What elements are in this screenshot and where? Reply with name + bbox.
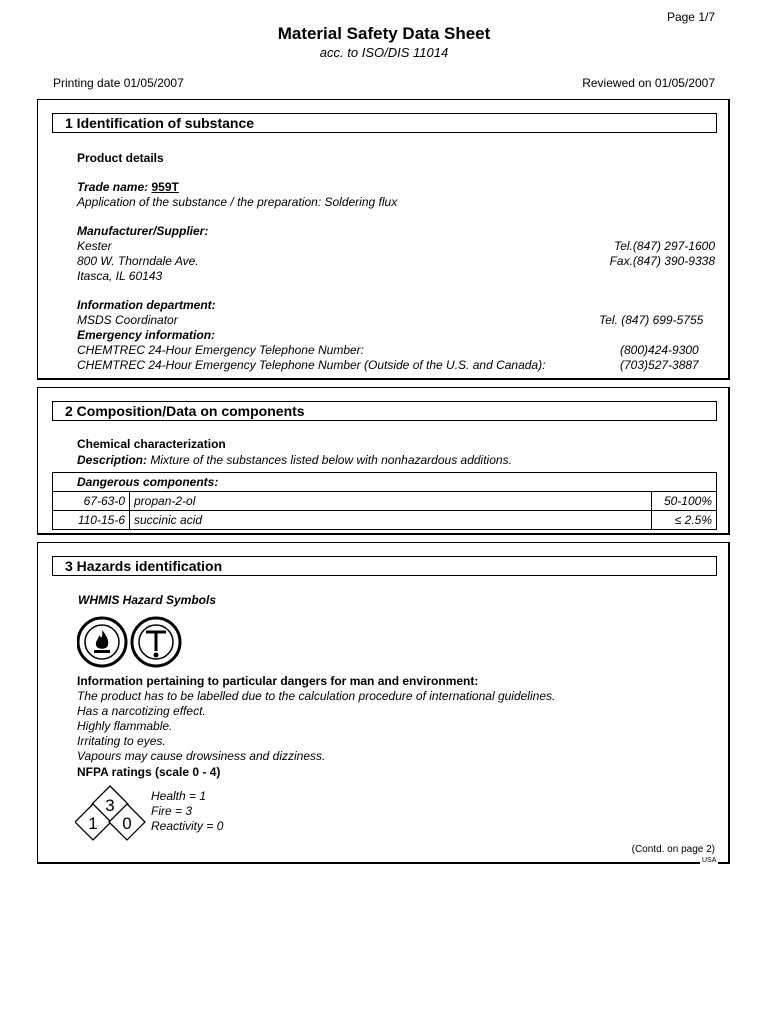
trade-name-label: Trade name: (77, 180, 149, 194)
manufacturer-address-1: 800 W. Thorndale Ave. (77, 254, 199, 268)
chemical-characterization-label: Chemical characterization (77, 437, 226, 451)
section-heading: 2 Composition/Data on components (52, 401, 717, 421)
trade-name-line (77, 180, 179, 194)
components-table (52, 472, 717, 530)
page-number: Page 1/7 (666, 10, 715, 24)
danger-line: The product has to be labelled due to the calculation procedure of international guidelines. (77, 689, 556, 703)
section-composition (37, 387, 730, 535)
nfpa-label: NFPA ratings (scale 0 - 4) (77, 765, 221, 779)
emergency-line-1: CHEMTREC 24-Hour Emergency Telephone Number: (77, 343, 365, 357)
table-header-row (53, 473, 717, 492)
component-name: succinic acid (130, 511, 652, 530)
product-details-label: Product details (77, 151, 164, 165)
emergency-number-2: (703)527-3887 (620, 358, 699, 372)
component-percent: 50-100% (652, 492, 717, 511)
nfpa-health-text: Health = 1 (151, 789, 207, 803)
component-percent: ≤ 2.5% (652, 511, 717, 530)
cas-number: 67-63-0 (53, 492, 130, 511)
table-row (53, 492, 717, 511)
nfpa-fire-text: Fire = 3 (151, 804, 193, 818)
component-name: propan-2-ol (130, 492, 652, 511)
document-subtitle: acc. to ISO/DIS 11014 (319, 45, 449, 60)
section-heading: 3 Hazards identification (52, 556, 717, 576)
manufacturer-label: Manufacturer/Supplier: (77, 224, 209, 238)
description-label: Description: (77, 453, 148, 467)
flammable-icon (78, 618, 126, 666)
toxic-icon (132, 618, 180, 666)
nfpa-health-value: 1 (88, 814, 98, 833)
danger-line: Irritating to eyes. (77, 734, 166, 748)
nfpa-diamond (75, 783, 147, 841)
emergency-label: Emergency information: (77, 328, 216, 342)
dangerous-components-label: Dangerous components: (53, 473, 717, 492)
application-text: Application of the substance / the preparation: Soldering flux (77, 195, 398, 209)
footer-code: USA (702, 857, 717, 864)
manufacturer-name: Kester (77, 239, 112, 253)
manufacturer-tel: Tel.(847) 297-1600 (614, 239, 715, 253)
emergency-number-1: (800)424-9300 (620, 343, 699, 357)
danger-line: Vapours may cause drowsiness and dizziness. (77, 749, 326, 763)
danger-line: Has a narcotizing effect. (77, 704, 206, 718)
reviewed-date: Reviewed on 01/05/2007 (582, 76, 715, 90)
trade-name-value: 959T (151, 180, 179, 194)
continued-note: (Contd. on page 2) (631, 844, 715, 855)
printing-date: Printing date 01/05/2007 (53, 76, 184, 90)
nfpa-reactivity-text: Reactivity = 0 (151, 819, 224, 833)
information-contact: MSDS Coordinator (77, 313, 178, 327)
information-department-label: Information department: (77, 298, 216, 312)
table-row (53, 511, 717, 530)
whmis-symbols (77, 615, 183, 669)
document-title: Material Safety Data Sheet (277, 24, 491, 43)
description-text: Mixture of the substances listed below with nonhazardous additions. (150, 453, 512, 467)
cas-number: 110-15-6 (53, 511, 130, 530)
manufacturer-address-2: Itasca, IL 60143 (77, 269, 163, 283)
emergency-line-2: CHEMTREC 24-Hour Emergency Telephone Number (Outside of the U.S. and Canada): (77, 358, 546, 372)
section-identification (37, 99, 730, 380)
danger-line: Highly flammable. (77, 719, 173, 733)
danger-info-label: Information pertaining to particular dangers for man and environment: (77, 674, 479, 688)
manufacturer-fax: Fax.(847) 390-9338 (609, 254, 715, 268)
description-line (77, 453, 512, 467)
section-heading: 1 Identification of substance (52, 113, 717, 133)
information-tel: Tel. (847) 699-5755 (599, 313, 704, 327)
nfpa-reactivity-value: 0 (122, 814, 132, 833)
whmis-label: WHMIS Hazard Symbols (78, 593, 217, 607)
nfpa-fire-value: 3 (105, 796, 115, 815)
section-hazards (37, 542, 730, 864)
